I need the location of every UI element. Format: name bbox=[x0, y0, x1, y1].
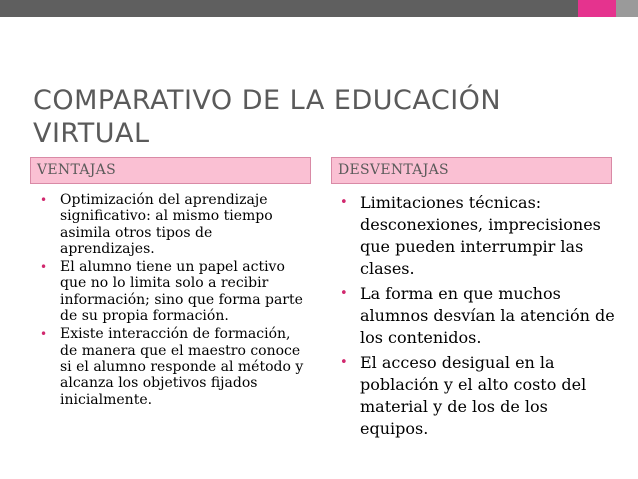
ventajas-header: VENTAJAS bbox=[30, 157, 311, 184]
list-item bbox=[340, 192, 615, 280]
desventajas-item-text: El acceso desigual en la población y el alto costo del material y de los de los equipos. bbox=[360, 353, 587, 438]
ventajas-list bbox=[40, 192, 310, 410]
top-bar-light-segment bbox=[616, 0, 638, 17]
bullet-icon: • bbox=[340, 286, 348, 301]
top-bar-accent-segment bbox=[578, 0, 616, 17]
bullet-icon: • bbox=[40, 327, 48, 342]
list-item bbox=[40, 326, 310, 407]
list-item bbox=[40, 259, 310, 324]
bullet-icon: • bbox=[340, 195, 348, 210]
list-item bbox=[340, 352, 615, 440]
bullet-icon: • bbox=[340, 355, 348, 370]
bullet-icon: • bbox=[40, 260, 48, 275]
list-item bbox=[40, 192, 310, 257]
desventajas-header: DESVENTAJAS bbox=[331, 157, 612, 184]
top-bar-dark-segment bbox=[0, 0, 578, 17]
ventajas-item-text: Optimización del aprendizaje significativo: al mismo tiempo asimila otros tipos de aprendizajes. bbox=[60, 192, 273, 257]
ventajas-item-text: Existe interacción de formación, de manera que el maestro conoce si el alumno responde al método y alcanza los objetivos fijados inicialmente. bbox=[60, 326, 304, 408]
slide-title: COMPARATIVO DE LA EDUCACIÓN VIRTUAL bbox=[33, 85, 502, 149]
ventajas-item-text: El alumno tiene un papel activo que no lo limita solo a recibir información; sino que forma parte de su propia formación. bbox=[60, 259, 303, 325]
top-decoration-bar bbox=[0, 0, 638, 17]
bullet-icon: • bbox=[40, 193, 48, 207]
desventajas-item-text: Limitaciones técnicas: desconexiones, imprecisiones que pueden interrumpir las clases. bbox=[360, 193, 601, 278]
desventajas-item-text: La forma en que muchos alumnos desvían la atención de los contenidos. bbox=[360, 284, 615, 347]
desventajas-list bbox=[340, 192, 615, 443]
list-item bbox=[340, 283, 615, 349]
